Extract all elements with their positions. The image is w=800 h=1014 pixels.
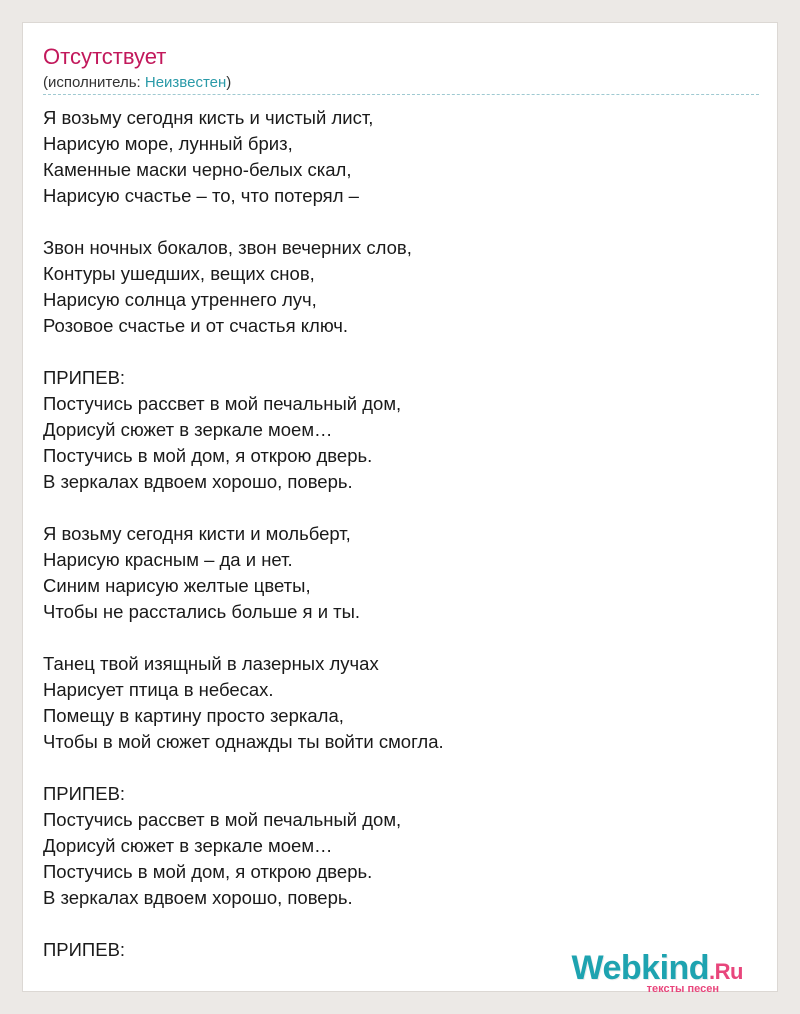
lyrics-line: В зеркалах вдвоем хорошо, поверь. xyxy=(43,471,353,492)
webkind-logo[interactable] xyxy=(563,949,743,993)
logo-subtitle: тексты песен xyxy=(646,983,719,995)
lyrics-blank-line xyxy=(43,755,753,781)
lyrics-blank-line xyxy=(43,625,753,651)
lyrics-line: ПРИПЕВ: xyxy=(43,939,126,960)
artist-info xyxy=(43,73,231,93)
lyrics-line: В зеркалах вдвоем хорошо, поверь. xyxy=(43,887,353,908)
lyrics-line: Звон ночных бокалов, звон вечерних слов, xyxy=(43,237,412,258)
lyrics-line: Нарисую счастье – то, что потерял – xyxy=(43,185,359,206)
lyrics-line: Постучись в мой дом, я открою дверь. xyxy=(43,445,373,466)
lyrics-line: Постучись в мой дом, я открою дверь. xyxy=(43,861,373,882)
lyrics-line: ПРИПЕВ: xyxy=(43,783,126,804)
lyrics-line: Розовое счастье и от счастья ключ. xyxy=(43,315,349,336)
lyrics-blank-line xyxy=(43,339,753,365)
logo-tld: .Ru xyxy=(709,959,743,984)
artist-suffix: ) xyxy=(226,74,232,91)
lyrics-line: Чтобы не расстались больше я и ты. xyxy=(43,601,361,622)
lyrics-line: Чтобы в мой сюжет однажды ты войти смогла. xyxy=(43,731,444,752)
song-title: Отсутствует xyxy=(43,44,167,69)
lyrics-blank-line xyxy=(43,911,753,937)
lyrics-card xyxy=(22,22,778,995)
lyrics-line: Нарисует птица в небесах. xyxy=(43,679,274,700)
artist-prefix: (исполнитель: xyxy=(43,74,145,91)
lyrics-line: ПРИПЕВ: xyxy=(43,367,126,388)
logo-word: Webkind xyxy=(571,949,710,987)
lyrics-line: Каменные маски черно-белых скал, xyxy=(43,159,352,180)
lyrics-blank-line xyxy=(43,209,753,235)
lyrics-line: Контуры ушедших, вещих снов, xyxy=(43,263,315,284)
lyrics-line: Дорисуй сюжет в зеркале моем… xyxy=(43,835,333,856)
lyrics-line: Дорисуй сюжет в зеркале моем… xyxy=(43,419,333,440)
lyrics-line: Нарисую море, лунный бриз, xyxy=(43,133,293,154)
lyrics-blank-line xyxy=(43,495,753,521)
lyrics-line: Нарисую красным – да и нет. xyxy=(43,549,293,570)
artist-link[interactable]: Неизвестен xyxy=(144,74,227,91)
title-divider xyxy=(43,94,759,95)
lyrics-line: Постучись рассвет в мой печальный дом, xyxy=(43,809,402,830)
lyrics-line: Я возьму сегодня кисть и чистый лист, xyxy=(43,107,374,128)
lyrics-line: Я возьму сегодня кисти и мольберт, xyxy=(43,523,351,544)
lyrics-line: Помещу в картину просто зеркала, xyxy=(43,705,344,726)
lyrics-text xyxy=(43,105,753,963)
lyrics-line: Нарисую солнца утреннего луч, xyxy=(43,289,317,310)
lyrics-line: Синим нарисую желтые цветы, xyxy=(43,575,311,596)
lyrics-line: Танец твой изящный в лазерных лучах xyxy=(43,653,379,674)
lyrics-line: Постучись рассвет в мой печальный дом, xyxy=(43,393,402,414)
